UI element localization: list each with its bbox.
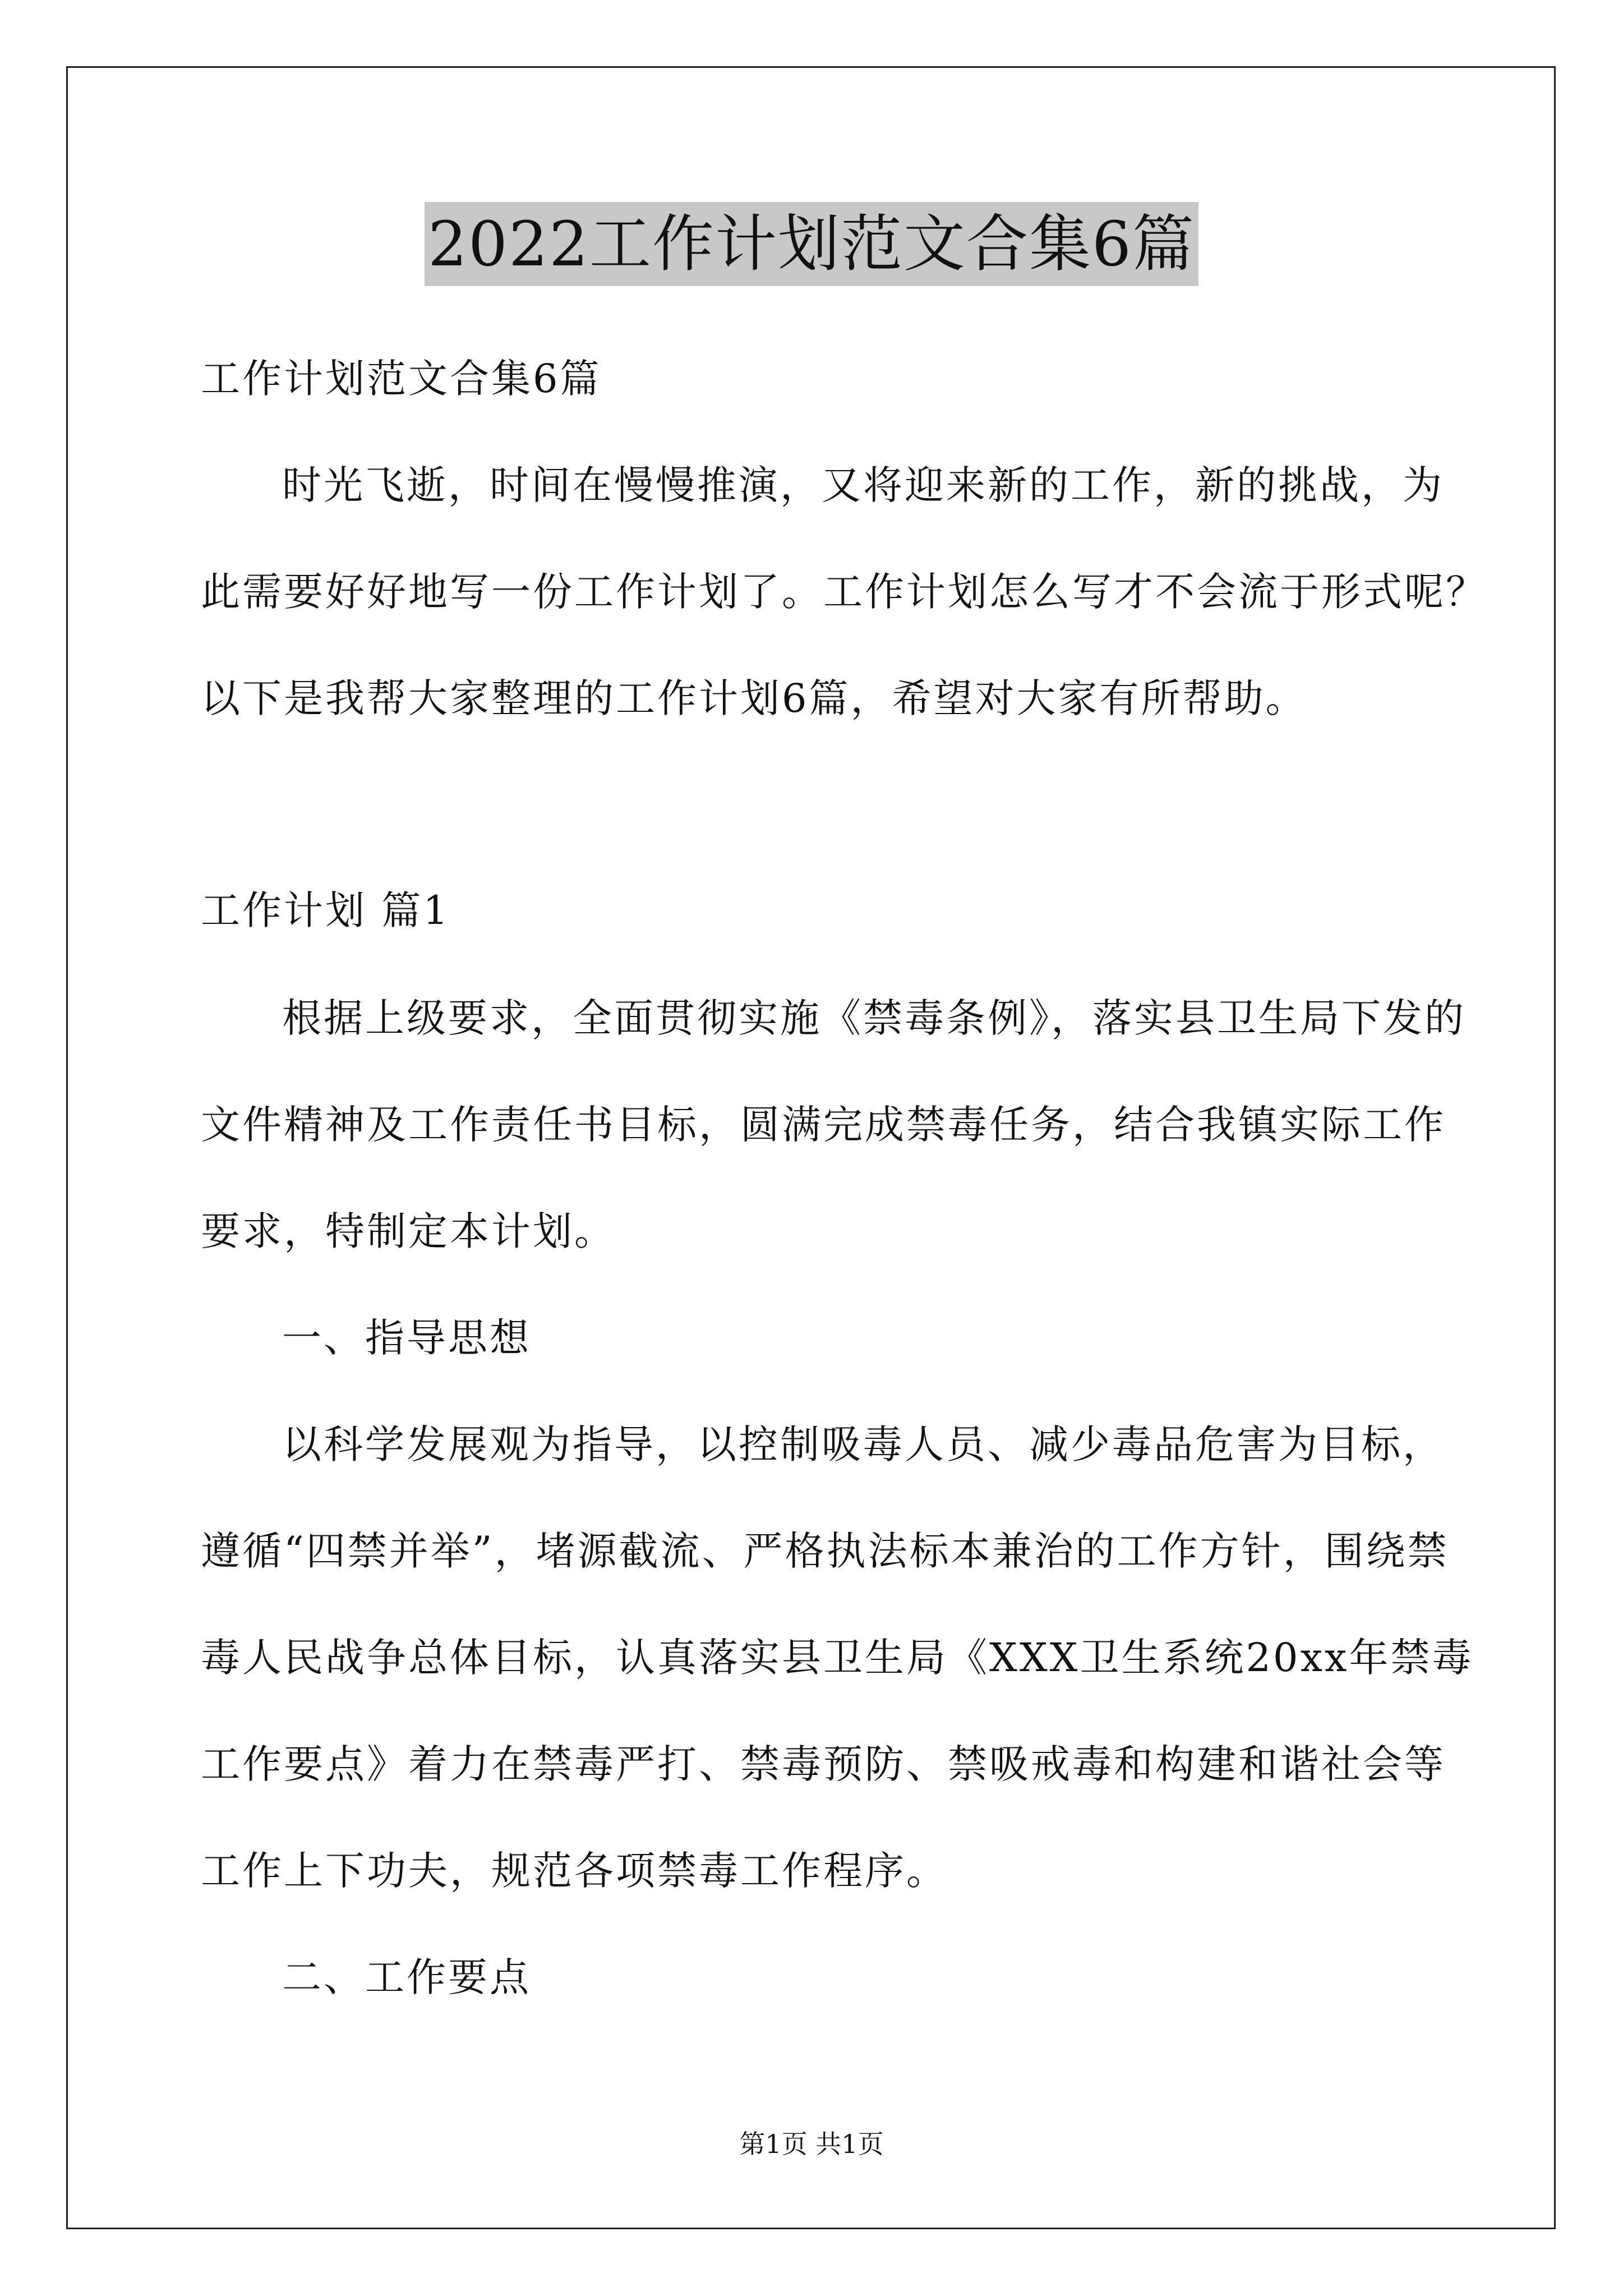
heading-work-points: 二、工作要点: [282, 1954, 531, 2000]
intro-line-3: 以下是我帮大家整理的工作计划6篇，希望对大家有所帮助。: [201, 675, 1307, 721]
section-1-para-line-2: 文件精神及工作责任书目标，圆满完成禁毒任务，结合我镇实际工作: [201, 1102, 1446, 1148]
heading-guiding-thought: 一、指导思想: [282, 1315, 531, 1361]
title-container: [0, 202, 1623, 286]
guiding-para-line-2: 遵循“四禁并举”，堵源截流、严格执法标本兼治的工作方针，围绕禁: [201, 1528, 1449, 1574]
guiding-para-line-4: 工作要点》着力在禁毒严打、禁毒预防、禁吸戒毒和构建和谐社会等: [201, 1741, 1446, 1787]
document-title: 2022工作计划范文合集6篇: [425, 202, 1198, 286]
intro-line-2: 此需要好好地写一份工作计划了。工作计划怎么写才不会流于形式呢？: [201, 569, 1487, 615]
section-1-para-line-1: 根据上级要求，全面贯彻实施《禁毒条例》，落实县卫生局下发的: [282, 995, 1466, 1041]
guiding-para-line-5: 工作上下功夫，规范各项禁毒工作程序。: [201, 1848, 948, 1894]
guiding-para-line-3: 毒人民战争总体目标，认真落实县卫生局《XXX卫生系统20xx年禁毒: [201, 1635, 1474, 1681]
page-number-footer: 第1页 共1页: [739, 2129, 884, 2159]
intro-line-1: 时光飞逝，时间在慢慢推演，又将迎来新的工作，新的挑战，为: [282, 462, 1444, 508]
guiding-para-line-1: 以科学发展观为指导，以控制吸毒人员、减少毒品危害为目标，: [282, 1421, 1444, 1467]
section-1-heading: 工作计划 篇1: [201, 887, 450, 933]
document-subtitle: 工作计划范文合集6篇: [201, 356, 602, 402]
section-1-para-line-3: 要求，特制定本计划。: [201, 1208, 616, 1254]
